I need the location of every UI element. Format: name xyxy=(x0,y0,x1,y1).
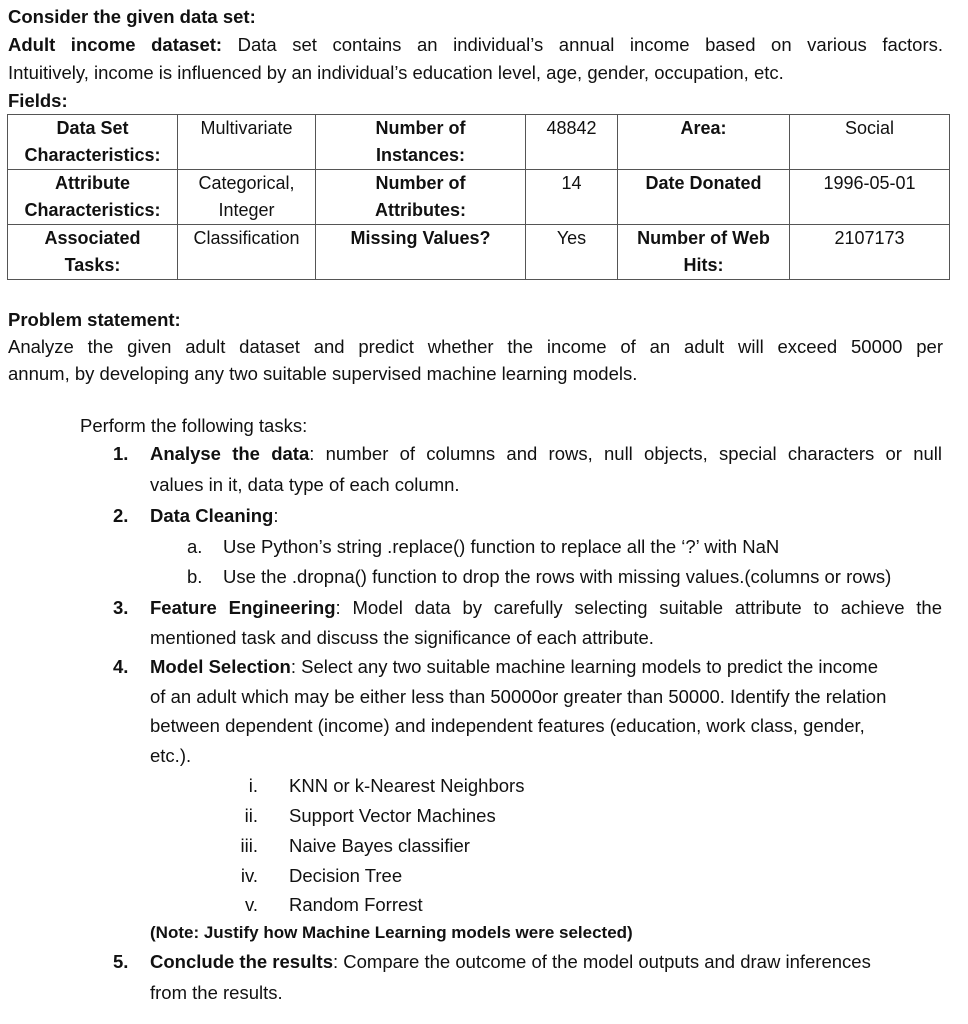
field-header-cell: Number of Attributes: xyxy=(316,170,526,225)
task2-number: 2. xyxy=(113,505,129,526)
task4-line2: of an adult which may be either less than 50000or greater than 50000. Identify the relation xyxy=(150,686,887,707)
fields-table xyxy=(7,114,950,280)
field-value-cell: 1996-05-01 xyxy=(790,170,950,225)
task5-line1: Conclude the results: Compare the outcome of the model outputs and draw inferences xyxy=(150,951,871,972)
task3-title: Feature Engineering xyxy=(150,597,336,618)
fields-label: Fields: xyxy=(8,90,68,111)
field-value-cell: Categorical, Integer xyxy=(178,170,316,225)
task1-number: 1. xyxy=(113,443,129,464)
field-header-cell: Area: xyxy=(618,115,790,170)
model-decision-tree: Decision Tree xyxy=(289,865,403,886)
task4-number: 4. xyxy=(113,656,129,677)
dataset-name: Adult income dataset: xyxy=(8,34,223,55)
field-header-cell: Associated Tasks: xyxy=(8,225,178,280)
model-knn: KNN or k-Nearest Neighbors xyxy=(289,775,525,796)
fields-table-row xyxy=(8,170,950,225)
field-value-cell: Multivariate xyxy=(178,115,316,170)
model-label: iv. xyxy=(240,865,258,886)
field-header-cell: Missing Values? xyxy=(316,225,526,280)
field-header-cell: Number of Web Hits: xyxy=(618,225,790,280)
model-svm: Support Vector Machines xyxy=(289,805,496,826)
task3-number: 3. xyxy=(113,597,129,618)
field-header-cell: Data Set Characteristics: xyxy=(8,115,178,170)
task5-line2: from the results. xyxy=(150,982,283,1003)
model-label: iii. xyxy=(240,835,258,856)
task5-title: Conclude the results xyxy=(150,951,333,972)
field-header-cell: Number of Instances: xyxy=(316,115,526,170)
fields-table-row xyxy=(8,115,950,170)
dataset-description-line2: Intuitively, income is influenced by an individual’s education level, age, gender, occupation, etc. xyxy=(8,62,784,83)
task1-line1: Analyse the data: number of columns and rows, null objects, special characters or null xyxy=(150,443,942,464)
model-naive-bayes: Naive Bayes classifier xyxy=(289,835,470,856)
field-header-cell: Date Donated xyxy=(618,170,790,225)
task4-title: Model Selection xyxy=(150,656,291,677)
field-value-cell: 14 xyxy=(526,170,618,225)
field-value-cell: 48842 xyxy=(526,115,618,170)
model-label: v. xyxy=(244,894,258,915)
model-selection-note: (Note: Justify how Machine Learning models were selected) xyxy=(150,923,633,942)
task3-line2: mentioned task and discuss the significance of each attribute. xyxy=(150,627,654,648)
problem-line1: Analyze the given adult dataset and predict whether the income of an adult will exceed 50000 per xyxy=(8,336,943,357)
task2-title: Data Cleaning xyxy=(150,505,274,526)
field-value-cell: Yes xyxy=(526,225,618,280)
model-label: i. xyxy=(248,775,258,796)
task2-b-text: Use the .dropna() function to drop the rows with missing values.(columns or rows) xyxy=(223,566,892,587)
task2-line1: Data Cleaning: xyxy=(150,505,279,526)
consider-heading: Consider the given data set: xyxy=(8,6,256,27)
task2-b-label: b. xyxy=(187,566,203,587)
field-header-cell: Attribute Characteristics: xyxy=(8,170,178,225)
field-value-cell: 2107173 xyxy=(790,225,950,280)
field-value-cell: Social xyxy=(790,115,950,170)
task1-line2: values in it, data type of each column. xyxy=(150,474,460,495)
model-random-forest: Random Forrest xyxy=(289,894,423,915)
task4-line3: between dependent (income) and independent features (education, work class, gender, xyxy=(150,715,865,736)
problem-heading: Problem statement: xyxy=(8,309,181,330)
model-label: ii. xyxy=(244,805,258,826)
task5-number: 5. xyxy=(113,951,129,972)
tasks-intro: Perform the following tasks: xyxy=(80,415,308,436)
task2-a-text: Use Python’s string .replace() function to replace all the ‘?’ with NaN xyxy=(223,536,780,557)
task2-a-label: a. xyxy=(187,536,203,557)
field-value-cell: Classification xyxy=(178,225,316,280)
task4-line1: Model Selection: Select any two suitable machine learning models to predict the income xyxy=(150,656,879,677)
task1-title: Analyse the data xyxy=(150,443,310,464)
task4-line4: etc.). xyxy=(150,745,192,766)
problem-line2: annum, by developing any two suitable supervised machine learning models. xyxy=(8,363,638,384)
task3-line1: Feature Engineering: Model data by carefully selecting suitable attribute to achieve the xyxy=(150,597,942,618)
dataset-description-line1: Adult income dataset: Data set contains an individual’s annual income based on various factors. xyxy=(8,34,944,55)
fields-table-row xyxy=(8,225,950,280)
